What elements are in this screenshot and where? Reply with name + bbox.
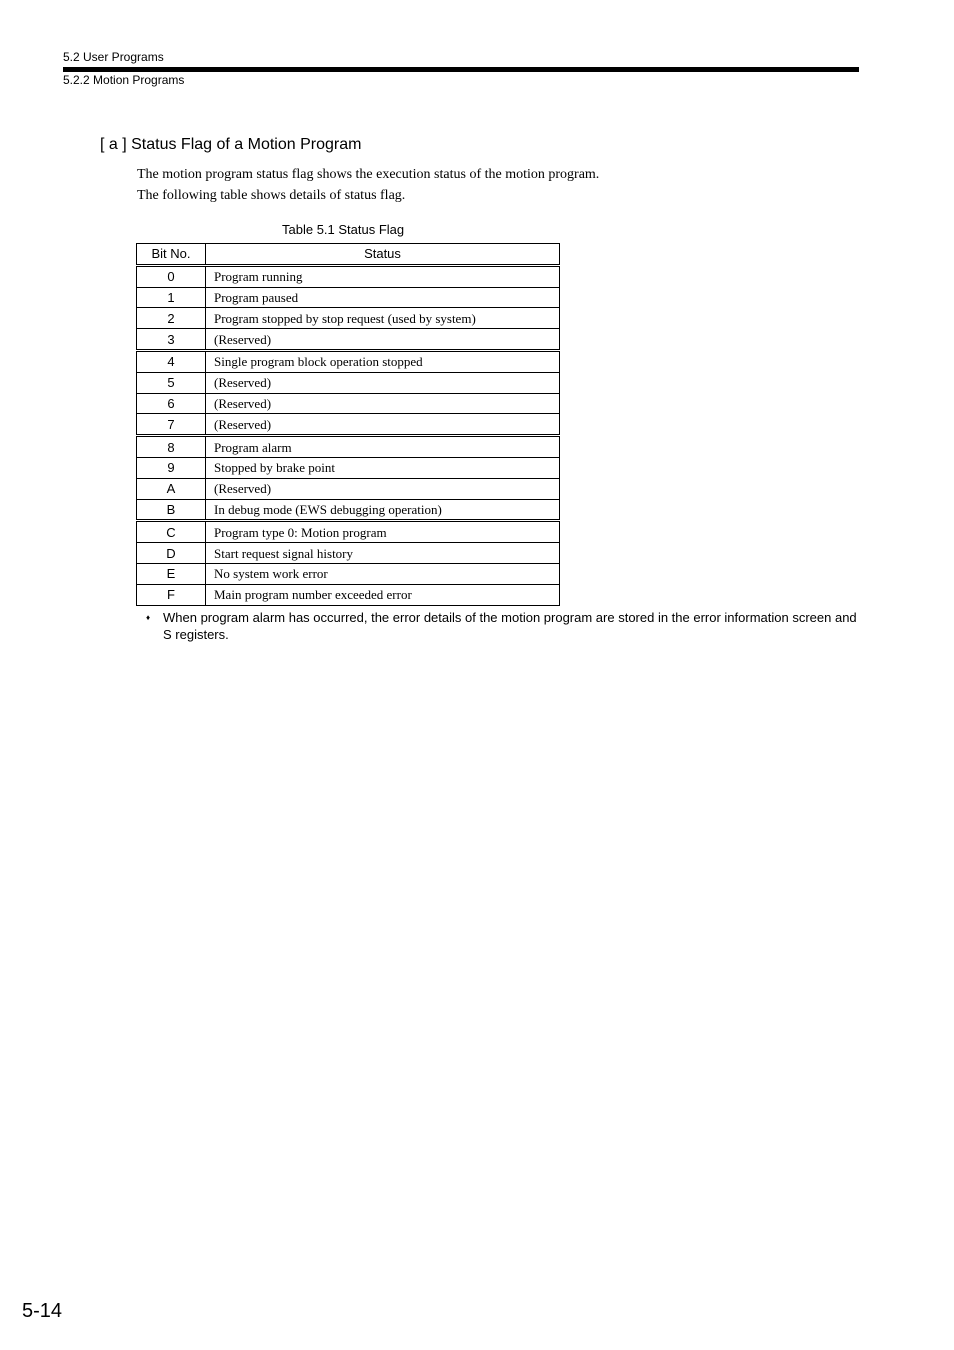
diamond-bullet-icon: ♦ bbox=[146, 613, 151, 622]
table-row bbox=[137, 457, 560, 478]
bit-cell: 8 bbox=[137, 436, 206, 458]
table-header-row bbox=[137, 244, 560, 266]
status-cell: Program type 0: Motion program bbox=[206, 521, 560, 543]
bit-cell: 7 bbox=[137, 414, 206, 436]
table-row bbox=[137, 393, 560, 414]
table-row bbox=[137, 521, 560, 543]
bit-cell: C bbox=[137, 521, 206, 543]
table-row bbox=[137, 436, 560, 458]
table-row bbox=[137, 265, 560, 287]
bit-cell: 2 bbox=[137, 308, 206, 329]
status-cell: Stopped by brake point bbox=[206, 457, 560, 478]
table-row bbox=[137, 563, 560, 584]
table-row bbox=[137, 329, 560, 351]
status-cell: (Reserved) bbox=[206, 478, 560, 499]
status-cell: (Reserved) bbox=[206, 329, 560, 351]
table-row bbox=[137, 350, 560, 372]
status-cell: In debug mode (EWS debugging operation) bbox=[206, 499, 560, 521]
status-cell: Program running bbox=[206, 265, 560, 287]
note-text: When program alarm has occurred, the error details of the motion program are stored in the error information screen and S registers. bbox=[163, 610, 857, 642]
status-cell: Single program block operation stopped bbox=[206, 350, 560, 372]
table-row bbox=[137, 308, 560, 329]
status-cell: No system work error bbox=[206, 563, 560, 584]
header-subsection: 5.2.2 Motion Programs bbox=[63, 73, 185, 87]
bit-cell: E bbox=[137, 563, 206, 584]
bit-cell: A bbox=[137, 478, 206, 499]
section-title: [ a ] Status Flag of a Motion Program bbox=[100, 136, 362, 153]
table-row bbox=[137, 499, 560, 521]
status-cell: (Reserved) bbox=[206, 414, 560, 436]
page-number: 5-14 bbox=[22, 1300, 63, 1322]
bit-cell: 0 bbox=[137, 265, 206, 287]
bit-cell: D bbox=[137, 543, 206, 564]
bit-cell: 3 bbox=[137, 329, 206, 351]
bit-cell: 9 bbox=[137, 457, 206, 478]
status-cell: (Reserved) bbox=[206, 372, 560, 393]
bit-cell: F bbox=[137, 584, 206, 605]
status-cell: Start request signal history bbox=[206, 543, 560, 564]
header-rule bbox=[63, 67, 859, 72]
table-row bbox=[137, 372, 560, 393]
bit-cell: B bbox=[137, 499, 206, 521]
bit-cell: 5 bbox=[137, 372, 206, 393]
status-flag-table bbox=[136, 243, 560, 606]
table-caption: Table 5.1 Status Flag bbox=[282, 222, 405, 237]
table-row bbox=[137, 414, 560, 436]
note bbox=[146, 609, 860, 643]
status-cell: Program paused bbox=[206, 287, 560, 308]
table-row bbox=[137, 584, 560, 605]
header-bit-no: Bit No. bbox=[137, 244, 206, 266]
header-section: 5.2 User Programs bbox=[63, 50, 164, 64]
bit-cell: 6 bbox=[137, 393, 206, 414]
table-row bbox=[137, 287, 560, 308]
table-row bbox=[137, 478, 560, 499]
table-row bbox=[137, 543, 560, 564]
status-cell: Main program number exceeded error bbox=[206, 584, 560, 605]
paragraph-1: The motion program status flag shows the execution status of the motion program. bbox=[137, 167, 600, 182]
bit-cell: 4 bbox=[137, 350, 206, 372]
header-status: Status bbox=[206, 244, 560, 266]
bit-cell: 1 bbox=[137, 287, 206, 308]
status-cell: (Reserved) bbox=[206, 393, 560, 414]
status-cell: Program alarm bbox=[206, 436, 560, 458]
status-cell: Program stopped by stop request (used by system) bbox=[206, 308, 560, 329]
paragraph-2: The following table shows details of status flag. bbox=[137, 188, 406, 203]
